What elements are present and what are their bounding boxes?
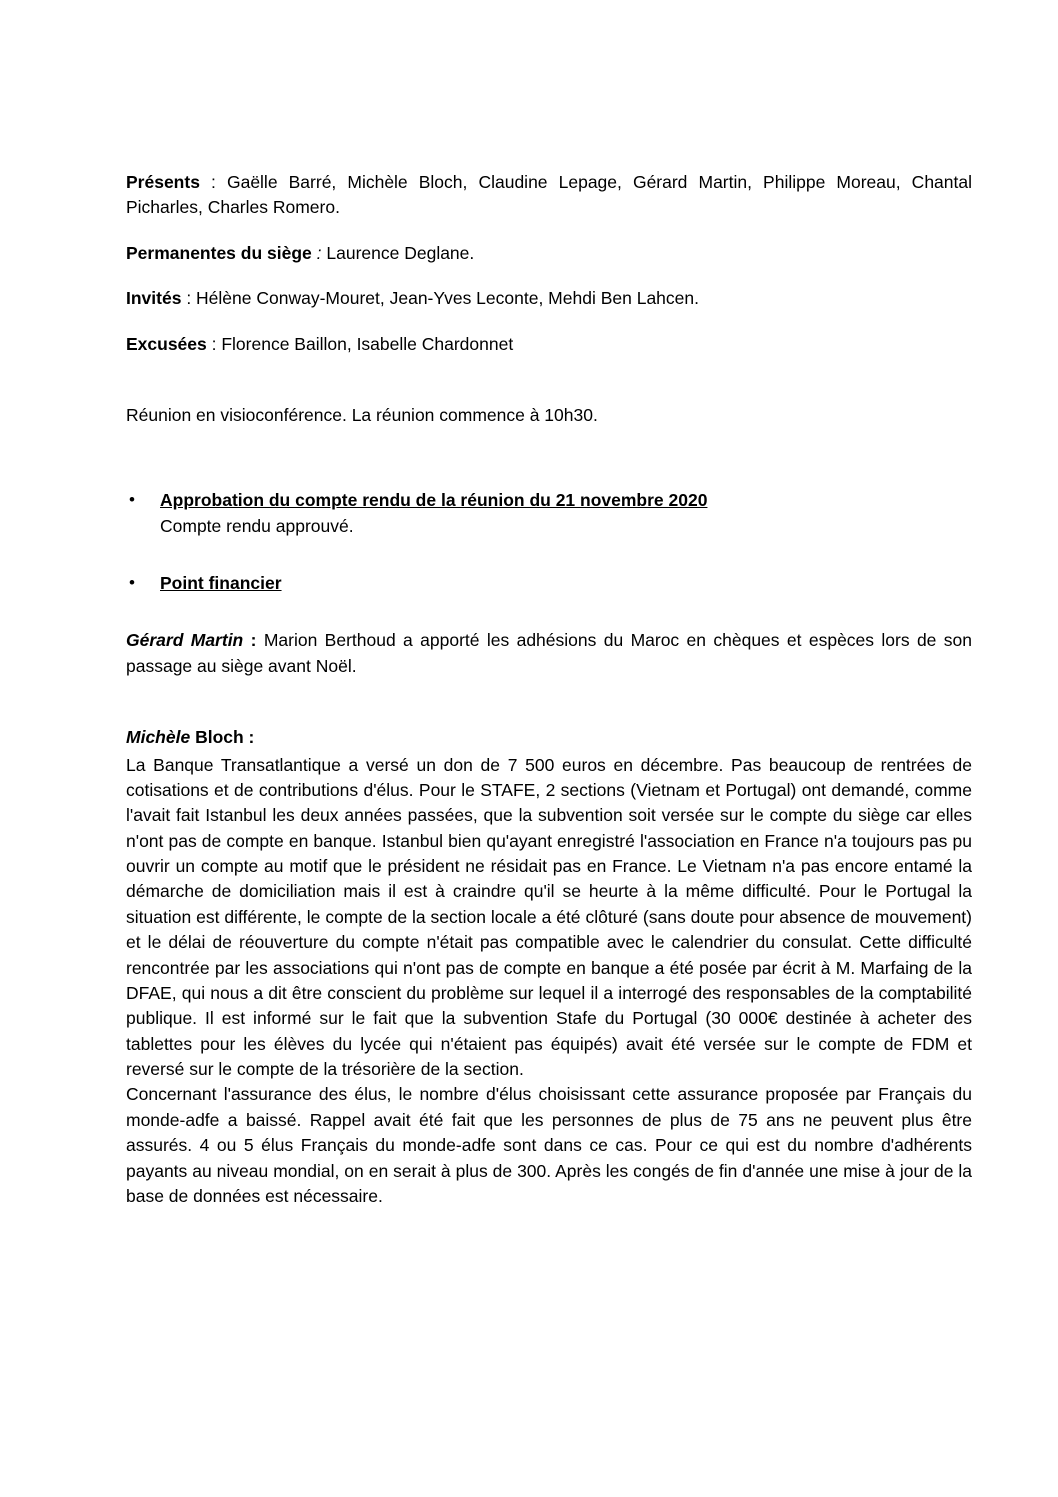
present-names: Gaëlle Barré, Michèle Bloch, Claudine Lepage, Gérard Martin, Philippe Moreau, Chantal Picharles, Charles Romero. <box>126 172 972 218</box>
document-body <box>126 170 972 1209</box>
speaker-last-name: Bloch <box>190 727 244 748</box>
guests-label: Invités <box>126 288 182 309</box>
guests-separator: : <box>181 288 197 309</box>
excused-separator: : <box>206 333 222 354</box>
excused-names: Florence Baillon, Isabelle Chardonnet <box>221 333 514 354</box>
bullet-content <box>160 488 972 539</box>
bullet-title: Approbation du compte rendu de la réunion du 21 novembre 2020 <box>160 490 708 511</box>
meeting-note: Réunion en visioconférence. La réunion commence à 10h30. <box>126 404 598 425</box>
bullet-title: Point financier <box>160 573 282 593</box>
speaker-text: Marion Berthoud a apporté les adhésions du Maroc en chèques et espèces lors de son passage au siège avant Noël. <box>126 630 972 676</box>
bullet-icon: • <box>129 573 135 592</box>
staff-label: Permanentes du siège <box>126 242 312 263</box>
speaker-paragraph-gerard-martin <box>126 628 972 679</box>
attendance-staff <box>126 241 972 266</box>
staff-names: Laurence Deglane. <box>326 242 475 263</box>
bullet-content <box>160 571 972 596</box>
guests-names: Hélène Conway-Mouret, Jean-Yves Leconte, Mehdi Ben Lahcen. <box>196 288 699 309</box>
michele-paragraph-2: Concernant l'assurance des élus, le nombre d'élus choisissant cette assurance proposée par Français du monde-adfe a baissé. Rappel avait été fait que les personnes de plus de 75 ans ne peuvent plus être assurés. 4 ou 5 élus Français du monde-adfe sont dans ce cas. Pour ce qui est du nombre d'adhérents payants au niveau mondial, on en serait à plus de 300. Après les congés de fin d'année une mise à jour de la base de données est nécessaire. <box>126 1084 972 1206</box>
staff-separator: : <box>311 242 327 263</box>
michele-paragraph-1: La Banque Transatlantique a versé un don de 7 500 euros en décembre. Pas beaucoup de rentrées de cotisations et de contributions d'élus. Pour le STAFE, 2 sections (Vietnam et Portugal) ont demandé, comme l'avait fait Istanbul les deux années passées, que la subvention soit versée sur le compte du siège car elles n'ont pas de compte en banque. Istanbul bien qu'ayant enregistré l'association en France n'a toujours pas pu ouvrir un compte au motif que le président ne résidait pas en France. Le Vietnam n'a pas encore entamé la démarche de domiciliation mais il est à craindre qu'il se heurte à la même difficulté. Pour le Portugal la situation est différente, le compte de la section locale a été clôturé (sans doute pour absence de mouvement) et le délai de réouverture du compte n'était pas compatible avec le calendrier du consulat. Cette difficulté rencontrée par les associations qui n'ont pas de compte en banque a été posée par écrit à M. Marfaing de la DFAE, qui nous a dit être conscient du problème sur lequel il a interrogé des responsables de la comptabilité publique. Il est informé sur le fait que la subvention Stafe du Portugal (30 000€ destinée à acheter des tablettes pour les élèves du lycée qui n'étaient pas équipés) avait été versée sur le compte de FDM et reversé sur le compte de la trésorière de la section. <box>126 754 972 1079</box>
spacer <box>126 699 972 725</box>
attendance-excused <box>126 332 972 357</box>
present-separator: : <box>199 172 227 192</box>
spacer <box>126 448 972 488</box>
spacer <box>126 545 972 571</box>
spacer <box>126 602 972 628</box>
bullet-subtext: Compte rendu approuvé. <box>160 515 354 536</box>
speaker-separator: : <box>243 630 264 651</box>
bullet-icon: • <box>129 490 135 510</box>
speaker-first-name: Michèle <box>126 727 191 748</box>
attendance-present <box>126 170 972 221</box>
speaker-separator: : <box>243 727 255 748</box>
speaker-heading-michele-bloch <box>126 725 972 750</box>
list-item <box>126 488 972 539</box>
speaker-name: Gérard Martin <box>126 630 244 651</box>
excused-label: Excusées <box>126 333 207 354</box>
attendance-guests <box>126 286 972 311</box>
list-item <box>126 571 972 596</box>
present-label: Présents <box>126 172 200 192</box>
spacer <box>126 377 972 403</box>
